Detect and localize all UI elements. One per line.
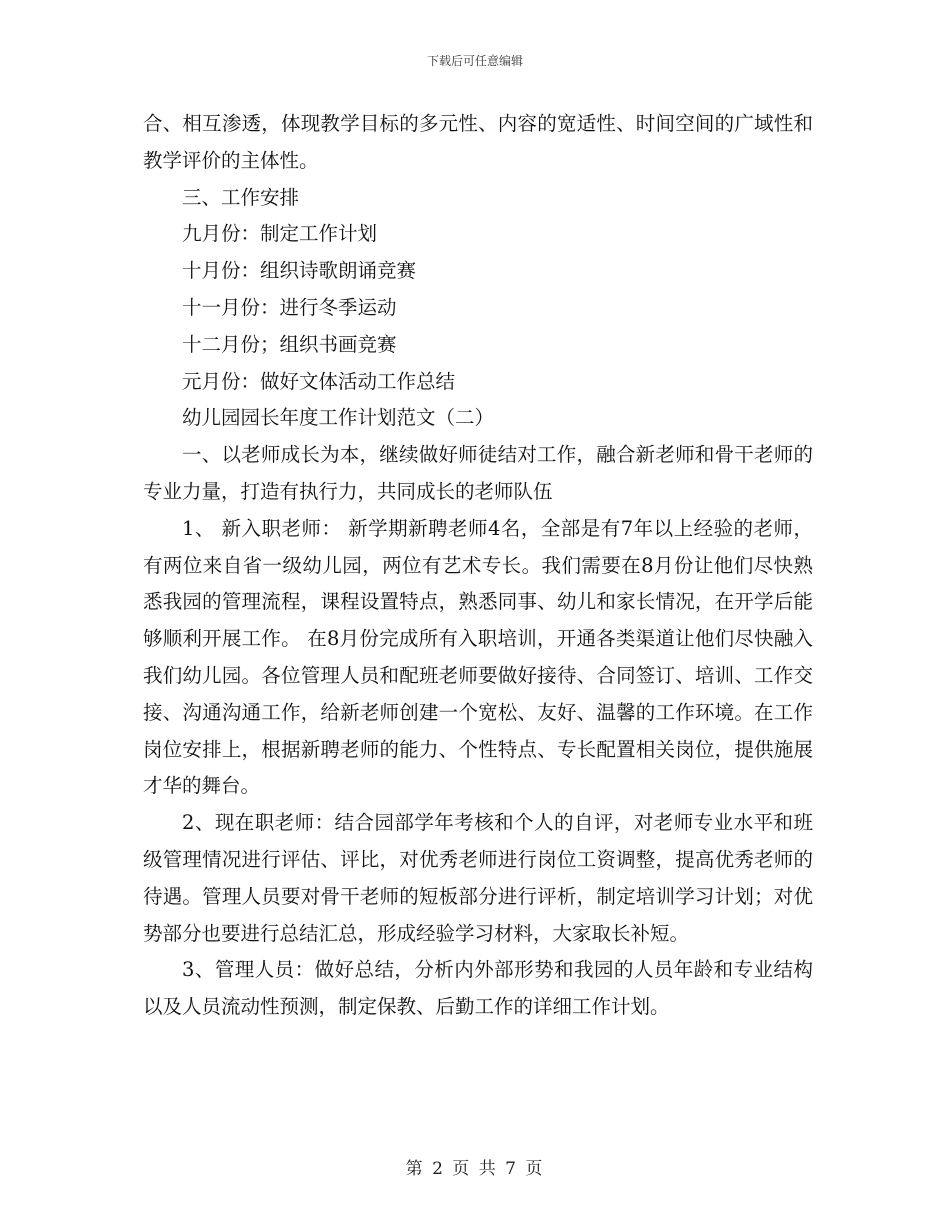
paragraph-4: 十月份：组织诗歌朗诵竞赛	[182, 259, 417, 283]
paragraph-1: 合、相互渗透，体现教学目标的多元性、内容的宽适性、时间空间的广域性和教学评价的主体性。	[143, 112, 813, 172]
page-footer: 第 2 页 共 7 页	[405, 1159, 545, 1179]
document-body	[143, 106, 813, 1026]
paragraph-6: 十二月份；组织书画竞赛	[182, 332, 397, 356]
paragraph-9: 一、以老师成长为本，继续做好师徒结对工作，融合新老师和骨干老师的专业力量，打造有执行力，共同成长的老师队伍	[143, 443, 813, 503]
paragraph-8: 幼儿园园长年度工作计划范文（二）	[182, 406, 495, 430]
paragraph-12: 3、管理人员：做好总结，分析内外部形势和我园的人员年龄和专业结构以及人员流动性预测，制定保教、后勤工作的详细工作计划。	[143, 958, 813, 1019]
paragraph-10: 1、 新入职老师： 新学期新聘老师4名，全部是有7年以上经验的老师，有两位来自省一级幼儿园，两位有艺术专长。我们需要在8月份让他们尽快熟悉我园的管理流程，课程设置特点，熟悉同事、幼儿和家长情况，在开学后能够顺利开展工作。 在8月份完成所有入职培训，开通各类渠道让他们尽快融入我们幼儿园。各位管理人员和配班老师要做好接待、合同签订、培训、工作交接、沟通沟通工作，给新老师创建一个宽松、友好、温馨的工作环境。在工作岗位安排上，根据新聘老师的能力、个性特点、专长配置相关岗位，提供施展才华的舞台。	[143, 516, 813, 798]
paragraph-2: 三、工作安排	[182, 185, 300, 209]
paragraph-3: 九月份：制定工作计划	[182, 222, 378, 246]
paragraph-11: 2、现在职老师：结合园部学年考核和个人的自评，对老师专业水平和班级管理情况进行评估、评比，对优秀老师进行岗位工资调整，提高优秀老师的待遇。管理人员要对骨干老师的短板部分进行评析，制定培训学习计划；对优势部分也要进行总结汇总，形成经验学习材料，大家取长补短。	[143, 811, 813, 945]
paragraph-5: 十一月份：进行冬季运动	[182, 295, 397, 319]
page-header: 下载后可任意编辑	[426, 54, 523, 68]
paragraph-7: 元月份：做好文体活动工作总结	[182, 369, 456, 393]
